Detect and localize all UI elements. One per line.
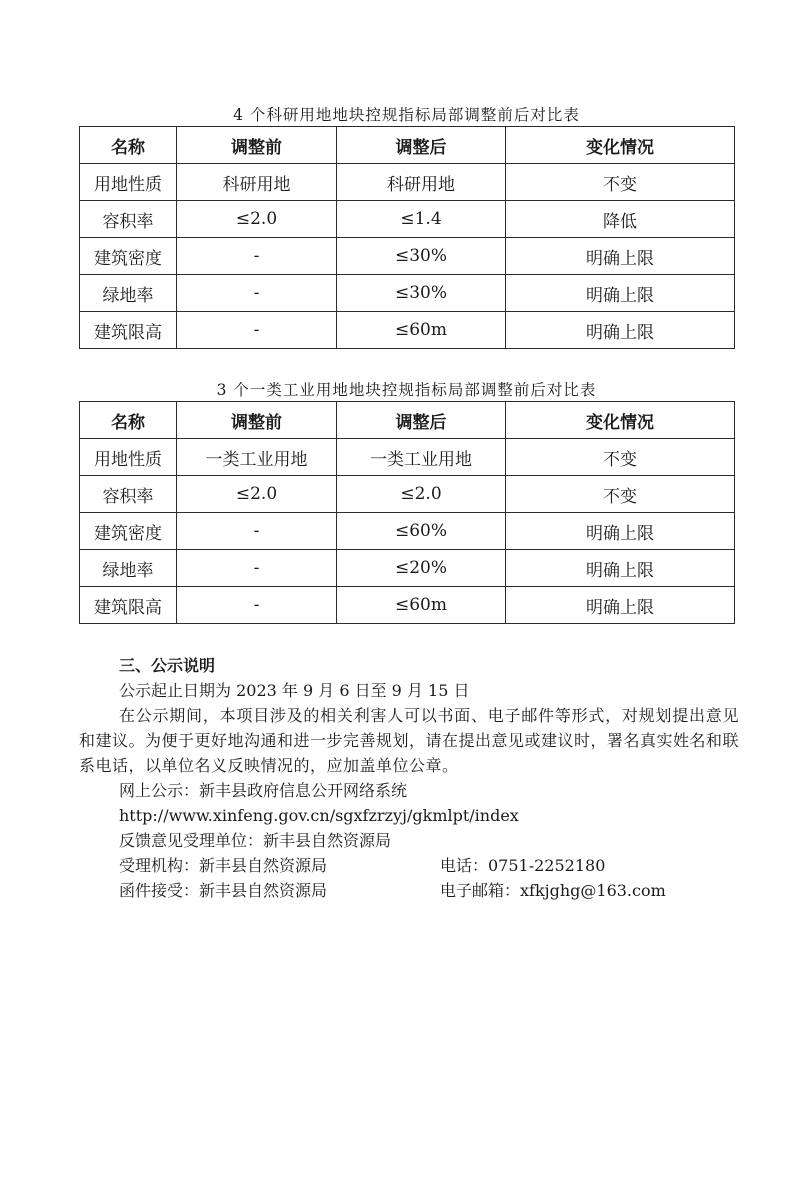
table-cell: 明确上限 <box>506 238 735 275</box>
table-cell: 明确上限 <box>506 312 735 349</box>
online-notice-label: 网上公示：新丰县政府信息公开网络系统 <box>119 781 408 800</box>
table-header-row <box>80 127 735 164</box>
online-notice-url[interactable]: http://www.xinfeng.gov.cn/sgxfzrzyj/gkmlpt/index <box>119 806 519 825</box>
table-cell: ≤2.0 <box>177 476 337 513</box>
table-cell: 建筑限高 <box>80 587 177 624</box>
phone-number: 电话：0751-2252180 <box>440 856 606 875</box>
mail-row <box>79 878 739 903</box>
table-row <box>80 439 735 476</box>
agency-row <box>79 853 739 878</box>
table2-caption: 3 个一类工业用地地块控规指标局部调整前后对比表 <box>216 381 597 399</box>
table-cell: 建筑密度 <box>80 238 177 275</box>
table-cell: 建筑密度 <box>80 513 177 550</box>
table-cell: ≤60m <box>337 587 506 624</box>
notice-period: 公示起止日期为 2023 年 9 月 6 日至 9 月 15 日 <box>119 681 470 700</box>
table-cell: 一类工业用地 <box>337 439 506 476</box>
table-row <box>80 476 735 513</box>
column-header-before: 调整前 <box>177 127 337 164</box>
table-row <box>80 587 735 624</box>
table-row <box>80 312 735 349</box>
table-cell: 用地性质 <box>80 439 177 476</box>
table-cell: ≤2.0 <box>337 476 506 513</box>
table-cell: ≤60m <box>337 312 506 349</box>
table-cell: 容积率 <box>80 476 177 513</box>
table1-comparison <box>79 126 735 349</box>
table-cell: - <box>177 312 337 349</box>
table-cell: - <box>177 275 337 312</box>
table-cell: 建筑限高 <box>80 312 177 349</box>
notice-heading: 三、公示说明 <box>119 656 216 675</box>
table-cell: ≤1.4 <box>337 201 506 238</box>
table1-caption: 4 个科研用地地块控规指标局部调整前后对比表 <box>233 106 580 124</box>
table-row <box>80 513 735 550</box>
table-cell: 科研用地 <box>337 164 506 201</box>
column-header-name: 名称 <box>80 127 177 164</box>
notice-section <box>79 653 739 903</box>
column-header-change: 变化情况 <box>506 402 735 439</box>
table-cell: ≤30% <box>337 238 506 275</box>
column-header-after: 调整后 <box>337 402 506 439</box>
agency: 受理机构：新丰县自然资源局 <box>119 856 328 875</box>
email-address[interactable]: 电子邮箱：xfkjghg@163.com <box>440 881 666 900</box>
table-row <box>80 275 735 312</box>
table-cell: 降低 <box>506 201 735 238</box>
table-cell: 明确上限 <box>506 550 735 587</box>
table-cell: - <box>177 513 337 550</box>
feedback-unit: 反馈意见受理单位：新丰县自然资源局 <box>119 831 392 850</box>
notice-paragraph: 在公示期间，本项目涉及的相关利害人可以书面、电子邮件等形式，对规划提出意见和建议。为便于更好地沟通和进一步完善规划，请在提出意见或建议时，署名真实姓名和联系电话，以单位名义反映情况的，应加盖单位公章。 <box>79 706 740 775</box>
table-cell: 一类工业用地 <box>177 439 337 476</box>
table-cell: 明确上限 <box>506 513 735 550</box>
table-cell: 绿地率 <box>80 550 177 587</box>
table-cell: 明确上限 <box>506 587 735 624</box>
table-cell: 科研用地 <box>177 164 337 201</box>
column-header-name: 名称 <box>80 402 177 439</box>
table-cell: 用地性质 <box>80 164 177 201</box>
table-row <box>80 238 735 275</box>
table-cell: 不变 <box>506 476 735 513</box>
table-row <box>80 201 735 238</box>
table-cell: 绿地率 <box>80 275 177 312</box>
table-row <box>80 550 735 587</box>
table2-comparison <box>79 401 735 624</box>
table-cell: 不变 <box>506 439 735 476</box>
column-header-before: 调整前 <box>177 402 337 439</box>
table-cell: ≤20% <box>337 550 506 587</box>
table-cell: 不变 <box>506 164 735 201</box>
table-cell: - <box>177 587 337 624</box>
table-row <box>80 164 735 201</box>
table-cell: - <box>177 550 337 587</box>
table-cell: 容积率 <box>80 201 177 238</box>
table-cell: 明确上限 <box>506 275 735 312</box>
table-cell: ≤60% <box>337 513 506 550</box>
mail-receiver: 函件接受：新丰县自然资源局 <box>119 881 328 900</box>
table-cell: - <box>177 238 337 275</box>
column-header-change: 变化情况 <box>506 127 735 164</box>
column-header-after: 调整后 <box>337 127 506 164</box>
table-cell: ≤2.0 <box>177 201 337 238</box>
table-cell: ≤30% <box>337 275 506 312</box>
table-header-row <box>80 402 735 439</box>
